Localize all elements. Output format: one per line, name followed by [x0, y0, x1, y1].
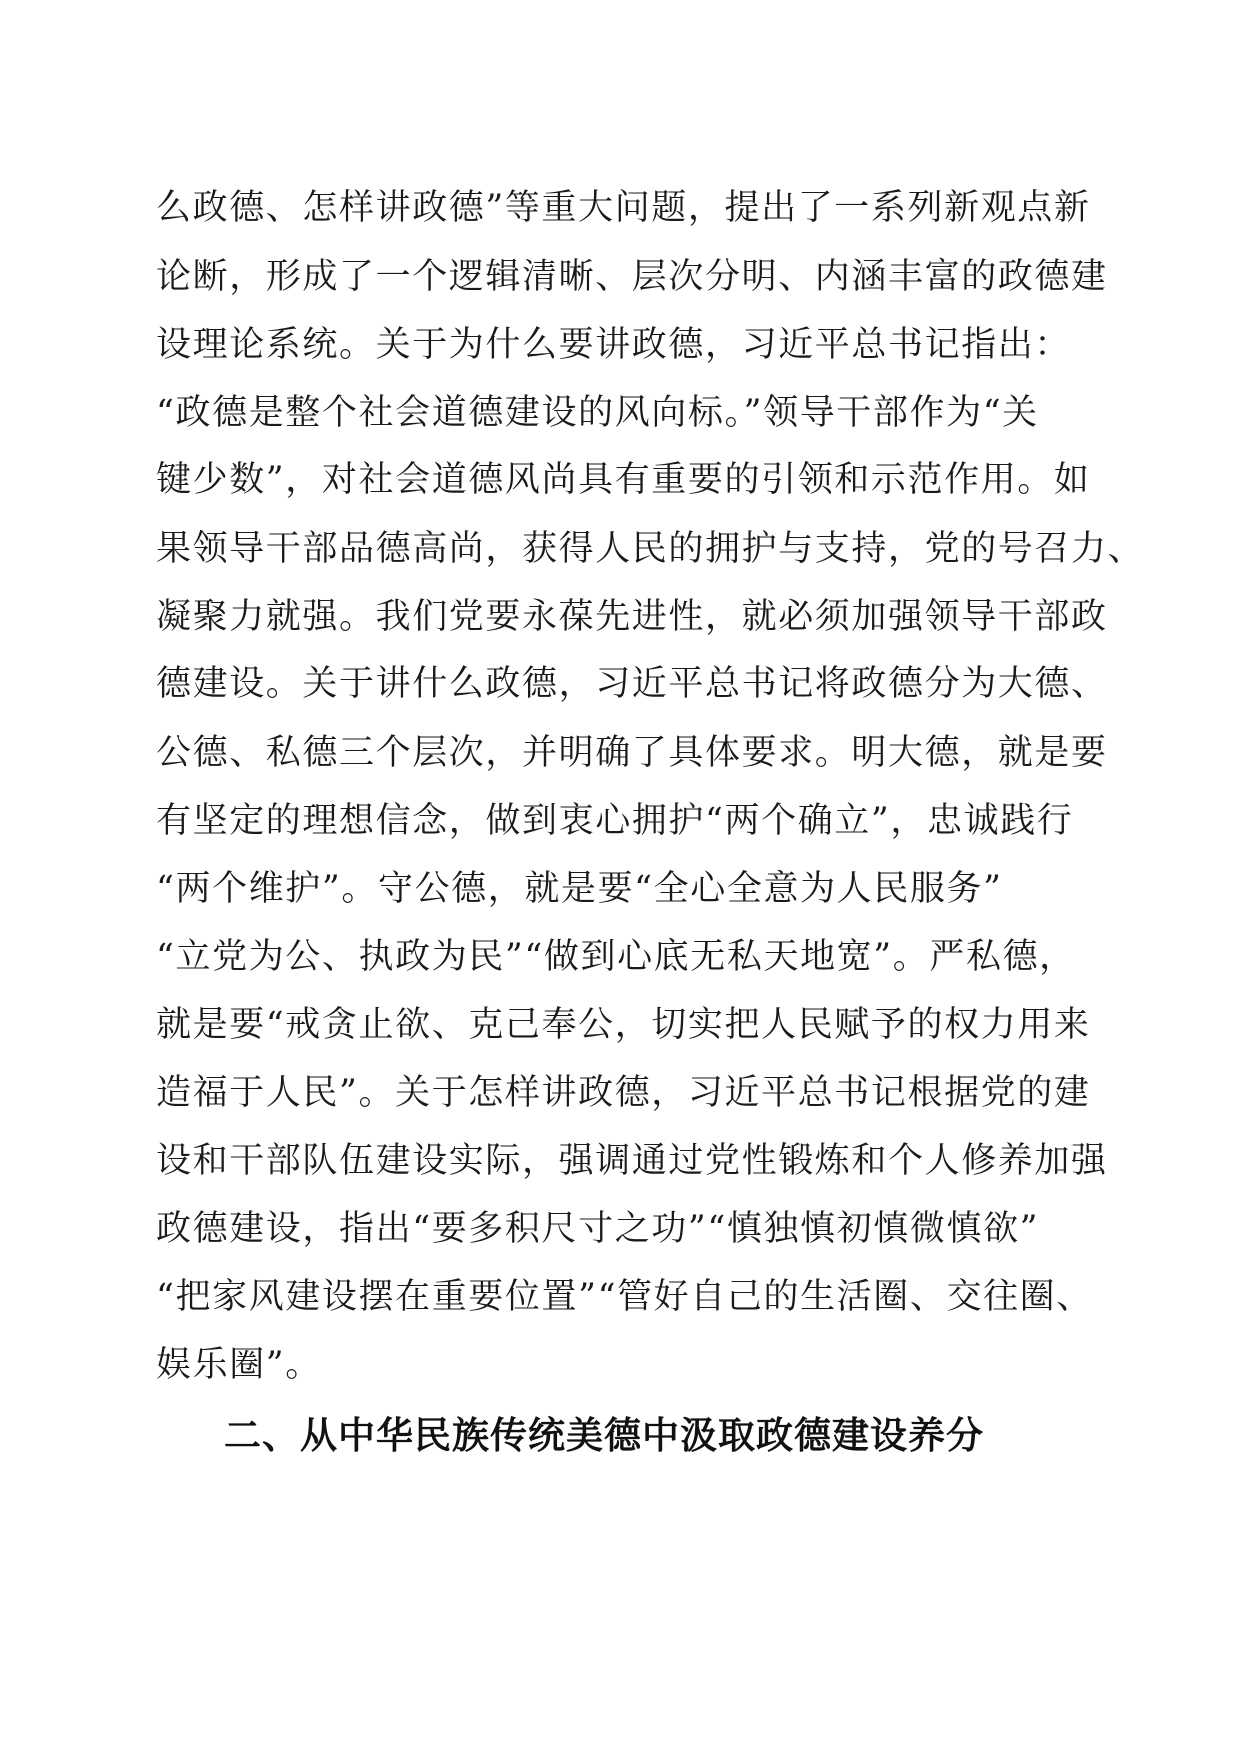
paragraph-line-13: 就是要“戒贪止欲、克己奉公，切实把人民赋予的权力用来: [156, 1005, 1091, 1045]
paragraph-line-3: 设理论系统。关于为什么要讲政德，习近平总书记指出：: [156, 325, 1072, 365]
section-heading: 二、从中华民族传统美德中汲取政德建设养分: [224, 1414, 984, 1457]
paragraph-line-5: 键少数”，对社会道德风尚具有重要的引领和示范作用。如: [156, 460, 1091, 500]
paragraph-line-11: “两个维护”。守公德，就是要“全心全意为人民服务”: [156, 869, 1003, 909]
paragraph-line-14: 造福于人民”。关于怎样讲政德，习近平总书记根据党的建: [156, 1073, 1091, 1113]
paragraph-line-10: 有坚定的理想信念，做到衷心拥护“两个确立”，忠诚践行: [156, 801, 1074, 841]
paragraph-line-6: 果领导干部品德高尚，获得人民的拥护与支持，党的号召力、: [156, 529, 1145, 569]
paragraph-line-18: 娱乐圈”。: [156, 1345, 322, 1385]
paragraph-line-15: 设和干部队伍建设实际，强调通过党性锻炼和个人修养加强: [156, 1141, 1108, 1181]
paragraph-line-17: “把家风建设摆在重要位置”“管好自己的生活圈、交往圈、: [156, 1277, 1093, 1317]
paragraph-line-4: “政德是整个社会道德建设的风向标。”领导干部作为“关: [156, 393, 1039, 433]
paragraph-line-8: 德建设。关于讲什么政德，习近平总书记将政德分为大德、: [156, 664, 1108, 704]
paragraph-line-12: “立党为公、执政为民”“做到心底无私天地宽”。严私德，: [156, 937, 1076, 977]
paragraph-line-9: 公德、私德三个层次，并明确了具体要求。明大德，就是要: [156, 733, 1108, 773]
paragraph-line-2: 论断，形成了一个逻辑清晰、层次分明、内涵丰富的政德建: [156, 257, 1108, 297]
paragraph-line-7: 凝聚力就强。我们党要永葆先进性，就必须加强领导干部政: [156, 597, 1108, 637]
paragraph-line-16: 政德建设，指出“要多积尺寸之功”“慎独慎初慎微慎欲”: [156, 1209, 1040, 1249]
paragraph-line-1: 么政德、怎样讲政德”等重大问题，提出了一系列新观点新: [156, 188, 1091, 228]
